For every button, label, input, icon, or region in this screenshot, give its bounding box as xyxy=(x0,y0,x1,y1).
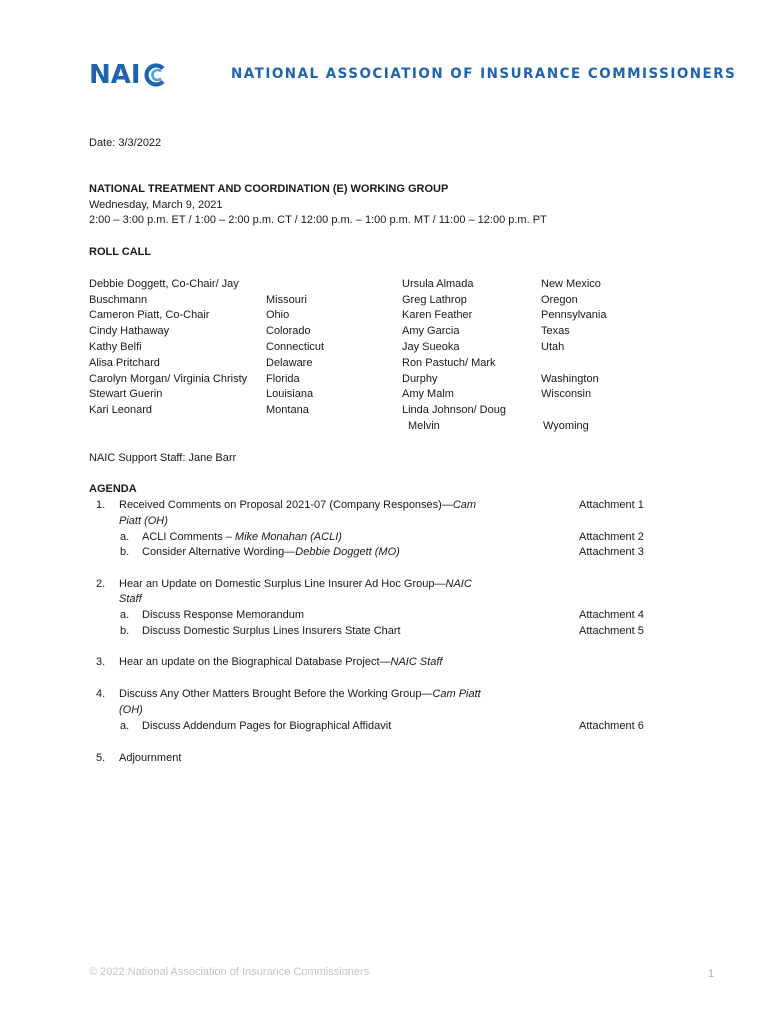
attachment-label: Attachment 5 xyxy=(579,625,644,637)
member-name: Durphy xyxy=(402,373,438,385)
agenda-item-text xyxy=(119,497,476,513)
agenda-heading: AGENDA xyxy=(89,483,137,495)
member-state: Utah xyxy=(541,341,565,353)
member-state: Wyoming xyxy=(543,420,589,432)
member-state: Wisconsin xyxy=(541,388,592,400)
sub-item-presenter: Debbie Doggett (MO) xyxy=(295,546,400,558)
member-state: Missouri xyxy=(266,294,307,306)
sub-item-title: Consider Alternative Wording— xyxy=(142,546,296,558)
meeting-time: 2:00 – 3:00 p.m. ET / 1:00 – 2:00 p.m. CT / 12:00 p.m. – 1:00 p.m. MT / 11:00 – 12:00 p.m. PT xyxy=(89,214,547,226)
sub-item-text: Discuss Domestic Surplus Lines Insurers State Chart xyxy=(142,625,401,637)
agenda-item-number: 4. xyxy=(96,688,106,700)
member-state: Texas xyxy=(541,325,570,337)
member-name: Karen Feather xyxy=(402,309,473,321)
agenda-item-title: Hear an Update on Domestic Surplus Line Insurer Ad Hoc Group— xyxy=(119,578,446,590)
sub-item-letter: b. xyxy=(120,625,130,637)
meeting-title: NATIONAL TREATMENT AND COORDINATION (E) WORKING GROUP xyxy=(89,183,449,195)
naic-logo xyxy=(89,60,170,90)
member-name: Ursula Almada xyxy=(402,278,474,290)
member-name: Cindy Hathaway xyxy=(89,325,170,337)
agenda-item-number: 5. xyxy=(96,752,106,764)
support-staff: NAIC Support Staff: Jane Barr xyxy=(89,452,237,464)
member-state: Montana xyxy=(266,404,309,416)
attachment-label: Attachment 4 xyxy=(579,609,644,621)
agenda-item-presenter-cont: Staff xyxy=(119,593,142,605)
member-name: Buschmann xyxy=(89,294,148,306)
sub-item-text xyxy=(142,529,342,545)
attachment-label: Attachment 2 xyxy=(579,531,644,543)
agenda-item-text xyxy=(119,576,472,592)
org-name: NATIONAL ASSOCIATION OF INSURANCE COMMISSIONERS xyxy=(231,66,737,82)
member-state: Ohio xyxy=(266,309,290,321)
member-name: Stewart Guerin xyxy=(89,388,163,400)
agenda-item-title: Received Comments on Proposal 2021-07 (Company Responses)— xyxy=(119,499,453,511)
sub-item-letter: a. xyxy=(120,720,130,732)
agenda-item-number: 1. xyxy=(96,499,106,511)
member-name: Ron Pastuch/ Mark xyxy=(402,357,496,369)
member-name: Debbie Doggett, Co-Chair/ Jay xyxy=(89,278,239,290)
member-name: Amy Malm xyxy=(402,388,454,400)
member-state: Colorado xyxy=(266,325,311,337)
member-name: Greg Lathrop xyxy=(402,294,467,306)
member-state: Connecticut xyxy=(266,341,325,353)
sub-item-title: ACLI Comments – xyxy=(142,531,235,543)
sub-item-letter: a. xyxy=(120,531,130,543)
roll-call-heading: ROLL CALL xyxy=(89,246,152,258)
agenda-item-presenter: Cam xyxy=(452,499,477,511)
sub-item-text: Discuss Addendum Pages for Biographical Affidavit xyxy=(142,720,392,732)
agenda-item-presenter-cont: (OH) xyxy=(119,704,143,716)
sub-item-text: Discuss Response Memorandum xyxy=(142,609,305,621)
logo-wordmark: NAI xyxy=(89,60,170,90)
member-state: New Mexico xyxy=(541,278,601,290)
sub-item-text xyxy=(142,544,400,560)
logo-c-mark-icon xyxy=(142,63,170,87)
agenda-item-number: 2. xyxy=(96,578,106,590)
document-date: Date: 3/3/2022 xyxy=(89,137,162,149)
member-name: Carolyn Morgan/ Virginia Christy xyxy=(89,373,248,385)
sub-item-presenter: Mike Monahan (ACLI) xyxy=(234,531,342,543)
agenda-item-presenter: Cam Piatt xyxy=(432,688,481,700)
member-name: Cameron Piatt, Co-Chair xyxy=(89,309,210,321)
meeting-date: Wednesday, March 9, 2021 xyxy=(89,199,223,211)
member-name: Melvin xyxy=(408,420,440,432)
member-name: Linda Johnson/ Doug xyxy=(402,404,506,416)
copyright-footer: © 2022 National Association of Insurance Commissioners xyxy=(89,966,370,978)
page-number: 1 xyxy=(708,968,715,980)
member-name: Alisa Pritchard xyxy=(89,357,160,369)
member-state: Louisiana xyxy=(266,388,314,400)
member-state: Oregon xyxy=(541,294,578,306)
member-state: Washington xyxy=(541,373,599,385)
member-name: Kari Leonard xyxy=(89,404,152,416)
agenda-item-text: Adjournment xyxy=(119,752,182,764)
agenda-item-title: Hear an update on the Biographical Database Project— xyxy=(119,656,391,668)
agenda-item-title: Discuss Any Other Matters Brought Before the Working Group— xyxy=(119,688,433,700)
agenda-item-text xyxy=(119,686,481,702)
member-name: Jay Sueoka xyxy=(402,341,460,353)
attachment-label: Attachment 6 xyxy=(579,720,644,732)
member-name: Kathy Belfi xyxy=(89,341,142,353)
sub-item-letter: a. xyxy=(120,609,130,621)
agenda-item-presenter: NAIC Staff xyxy=(390,656,443,668)
attachment-label: Attachment 1 xyxy=(579,499,644,511)
attachment-label: Attachment 3 xyxy=(579,546,644,558)
agenda-item-presenter-cont: Piatt (OH) xyxy=(119,515,168,527)
agenda-item-number: 3. xyxy=(96,656,106,668)
member-state: Florida xyxy=(266,373,300,385)
member-name: Amy Garcia xyxy=(402,325,460,337)
sub-item-letter: b. xyxy=(120,546,130,558)
agenda-item-text xyxy=(119,654,442,670)
member-state: Pennsylvania xyxy=(541,309,607,321)
agenda-item-presenter: NAIC xyxy=(445,578,472,590)
member-state: Delaware xyxy=(266,357,313,369)
